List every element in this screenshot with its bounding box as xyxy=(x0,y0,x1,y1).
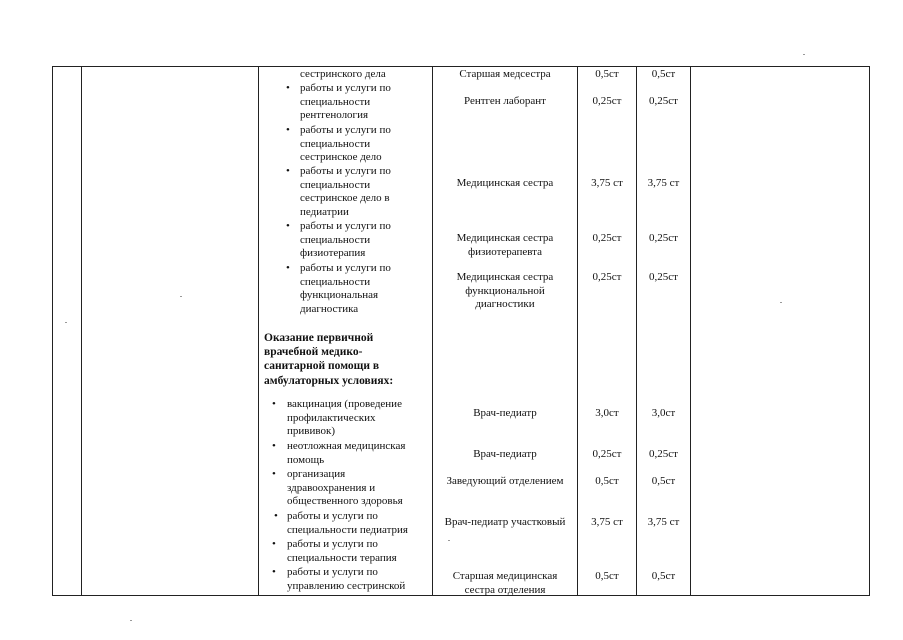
rate-cell: 0,5ст xyxy=(651,570,676,582)
position-cell: Старшая медицинская сестра отделения xyxy=(452,570,558,596)
rate-cell: 0,25ст xyxy=(649,95,678,107)
position-cell: Заведующий отделением xyxy=(446,475,564,487)
position-cell: Врач-педиатр участковый xyxy=(444,516,566,528)
section-heading: Оказание первичной врачебной медико- санитарной помощи в амбулаторных условиях: xyxy=(264,332,394,387)
rate-cell: 0,25ст xyxy=(592,232,622,244)
rate-cell: 0,5ст xyxy=(651,68,676,80)
service-text: работы и услуги по специальности терапия xyxy=(287,538,397,564)
rate-cell: 0,25ст xyxy=(649,271,678,283)
rate-cell: 0,5ст xyxy=(595,68,619,80)
position-cell: Медицинская сестра физиотерапевта xyxy=(456,232,554,258)
bullet-icon: • xyxy=(272,440,276,452)
rate-cell: 0,5ст xyxy=(595,475,619,487)
rate-cell: 0,25ст xyxy=(649,448,678,460)
rate-cell: 0,25ст xyxy=(592,271,622,283)
bullet-icon: • xyxy=(272,468,276,480)
bullet-icon: • xyxy=(286,220,290,232)
service-text: работы и услуги по специальности функциональная диагностика xyxy=(300,262,391,315)
bullet-icon: • xyxy=(272,566,276,578)
service-text: организация здравоохранения и общественного здоровья xyxy=(287,468,403,508)
position-cell: Врач-педиатр xyxy=(473,448,537,460)
position-cell: Медицинская сестра xyxy=(456,177,554,189)
bullet-icon: • xyxy=(272,398,276,410)
column-divider xyxy=(81,66,82,596)
scan-speck xyxy=(780,302,782,303)
scan-speck xyxy=(65,322,67,323)
column-divider xyxy=(258,66,259,596)
scan-speck xyxy=(803,54,805,55)
service-text: неотложная медицинская помощь xyxy=(287,440,406,466)
bullet-icon: • xyxy=(286,124,290,136)
service-text: работы и услуги по специальности физиотерапия xyxy=(300,220,391,260)
rate-cell: 3,75 ст xyxy=(591,516,623,528)
column-divider xyxy=(690,66,691,596)
rate-cell: 0,25ст xyxy=(592,95,622,107)
position-cell: Медицинская сестра функциональной диагностики xyxy=(456,271,554,311)
position-cell: Врач-педиатр xyxy=(473,407,537,419)
position-cell: Старшая медсестра xyxy=(459,68,551,80)
bullet-icon: • xyxy=(274,510,278,522)
scan-speck xyxy=(180,296,182,297)
bullet-icon: • xyxy=(272,538,276,550)
rate-cell: 3,75 ст xyxy=(647,516,680,528)
scan-speck xyxy=(130,620,132,621)
rate-cell: 0,5ст xyxy=(651,475,676,487)
service-text: работы и услуги по специальности рентгенология xyxy=(300,82,391,122)
service-text: работы и услуги по специальности сестринское дело в педиатрии xyxy=(300,165,391,218)
service-text: работы и услуги по управлению сестринской xyxy=(287,566,406,592)
rate-cell: 0,5ст xyxy=(595,570,619,582)
service-text: вакцинация (проведение профилактических прививок) xyxy=(287,398,402,438)
bullet-icon: • xyxy=(286,165,290,177)
rate-cell: 0,25ст xyxy=(592,448,622,460)
bullet-icon: • xyxy=(286,82,290,94)
rate-cell: 3,0ст xyxy=(595,407,619,419)
scan-speck xyxy=(448,540,450,541)
rate-cell: 3,75 ст xyxy=(591,177,623,189)
rate-cell: 0,25ст xyxy=(649,232,678,244)
service-text: работы и услуги по специальности сестринское дело xyxy=(300,124,391,164)
rate-cell: 3,75 ст xyxy=(647,177,680,189)
service-text: сестринского дела xyxy=(300,68,386,80)
bullet-icon: • xyxy=(286,262,290,274)
service-text: работы и услуги по специальности педиатрия xyxy=(287,510,408,536)
position-cell: Рентген лаборант xyxy=(464,95,546,107)
rate-cell: 3,0ст xyxy=(651,407,676,419)
